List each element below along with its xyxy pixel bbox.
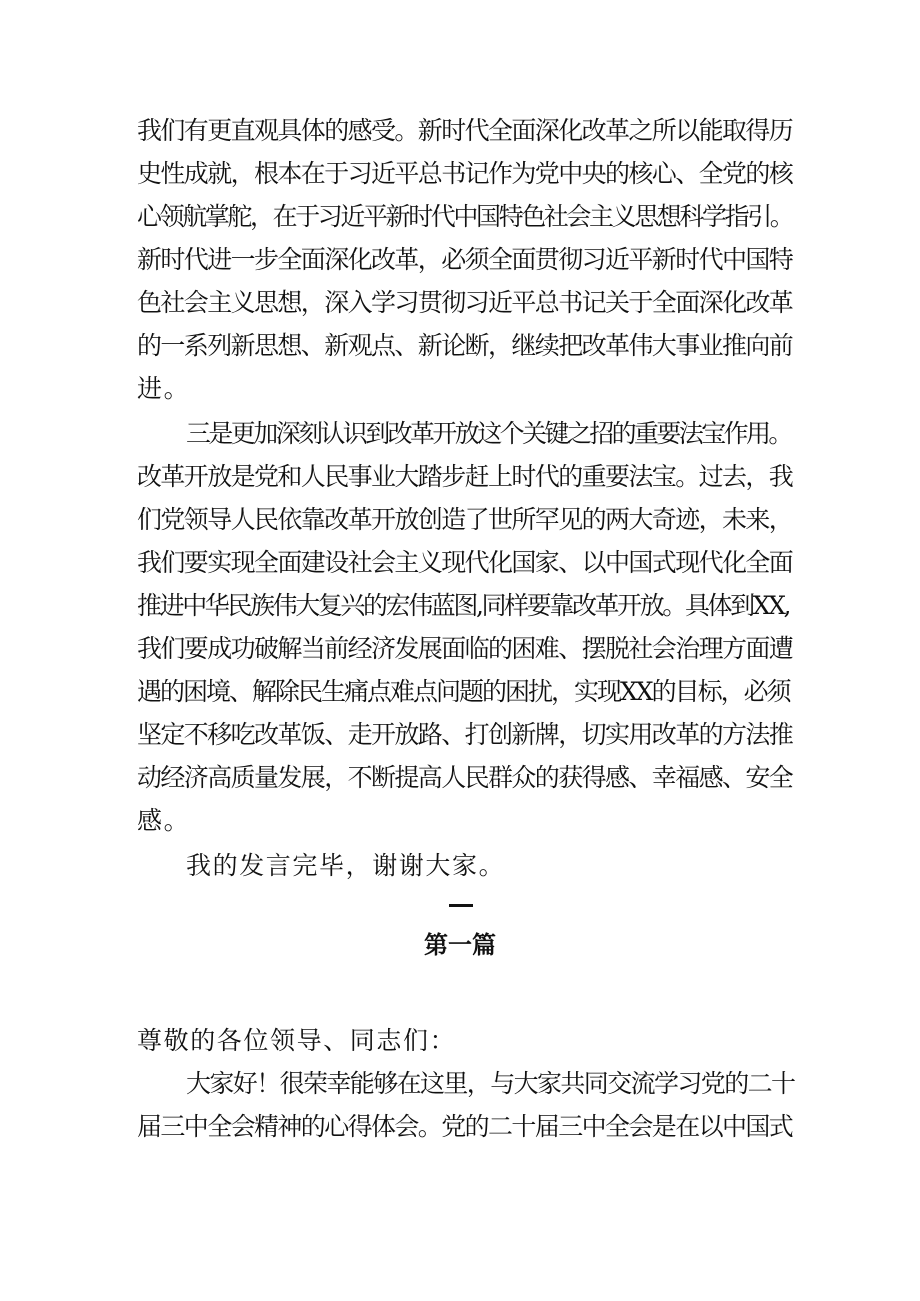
paragraph-2-line: 三是更加深刻认识到改革开放这个关键之招的重要法宝作用。 xyxy=(186,419,791,448)
section-title: 第一篇 xyxy=(424,931,496,959)
paragraph-1-line: 进。 xyxy=(137,374,191,403)
paragraph-2-line: 推进中华民族伟大复兴的宏伟蓝图,同样要靠改革开放。具体到XX, xyxy=(137,591,790,620)
section-divider xyxy=(449,904,473,907)
paragraph-2-line: 们党领导人民依靠改革开放创造了世所罕见的两大奇迹，未来， xyxy=(137,505,793,534)
paragraph-3-line: 大家好！很荣幸能够在这里，与大家共同交流学习党的二十 xyxy=(186,1069,795,1098)
paragraph-2-line: 坚定不移吃改革饭、走开放路、打创新牌，切实用改革的方法推 xyxy=(137,720,793,749)
closing-line: 我的发言完毕，谢谢大家。 xyxy=(186,851,506,880)
paragraph-1-line: 色社会主义思想，深入学习贯彻习近平总书记关于全面深化改革 xyxy=(137,288,793,317)
paragraph-3-line: 届三中全会精神的心得体会。党的二十届三中全会是在以中国式 xyxy=(137,1112,793,1141)
paragraph-2-line: 改革开放是党和人民事业大踏步赶上时代的重要法宝。过去，我 xyxy=(137,462,793,491)
paragraph-2-line: 感。 xyxy=(137,806,191,835)
paragraph-1-line: 我们有更直观具体的感受。新时代全面深化改革之所以能取得历 xyxy=(137,116,793,145)
paragraph-2-line: 遇的困境、解除民生痛点难点问题的困扰，实现XX的目标，必须 xyxy=(137,677,790,706)
paragraph-1-line: 新时代进一步全面深化改革，必须全面贯彻习近平新时代中国特 xyxy=(137,245,793,274)
paragraph-2-line: 我们要实现全面建设社会主义现代化国家、以中国式现代化全面 xyxy=(137,548,793,577)
paragraph-1-line: 心领航掌舵，在于习近平新时代中国特色社会主义思想科学指引。 xyxy=(137,202,793,231)
paragraph-1-line: 史性成就，根本在于习近平总书记作为党中央的核心、全党的核 xyxy=(137,159,793,188)
paragraph-1-line: 的一系列新思想、新观点、新论断，继续把改革伟大事业推向前 xyxy=(137,331,793,360)
paragraph-2-line: 动经济高质量发展，不断提高人民群众的获得感、幸福感、安全 xyxy=(137,763,793,792)
salutation: 尊敬的各位领导、同志们： xyxy=(137,1026,457,1055)
paragraph-2-line: 我们要成功破解当前经济发展面临的困难、摆脱社会治理方面遭 xyxy=(137,634,793,663)
